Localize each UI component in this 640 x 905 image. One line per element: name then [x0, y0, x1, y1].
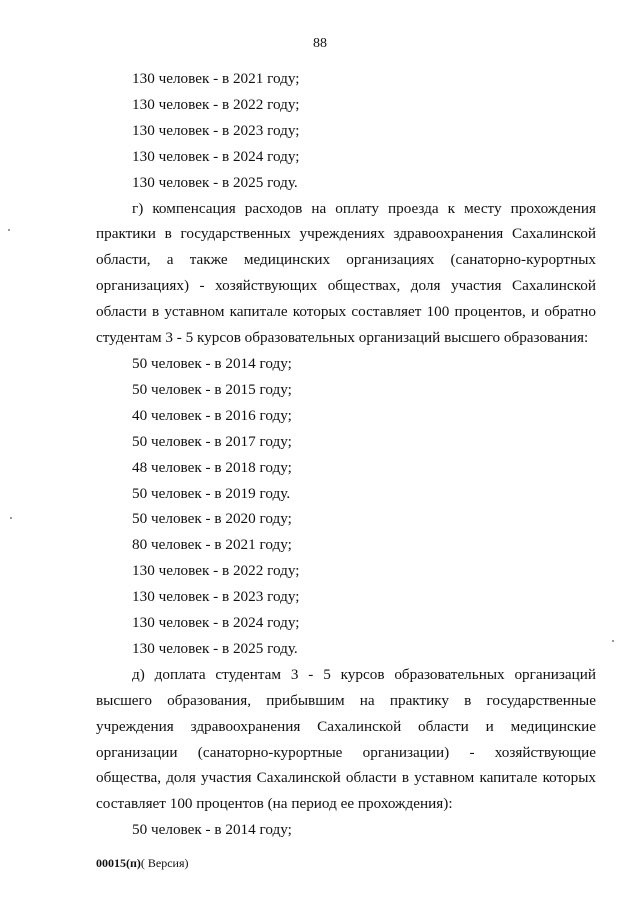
list-item: 50 человек - в 2015 году; — [132, 380, 292, 398]
paragraph-g: г) компенсация расходов на оплату проезда к месту прохождения практики в государственных учреждениях здравоохранения Сахалинской области, а также медицинских организациях (санаторно-курортных организациях) - хозяйствующих обществах, доля участия Сахалинской области в уставном капитале которых составляет 100 процентов, и обратно студентам 3 - 5 курсов образовательных организаций высшего образования: — [96, 199, 596, 347]
page-number: 88 — [313, 36, 327, 51]
footer-version: ( Версия) — [140, 856, 189, 870]
list-item: 130 человек - в 2022 году; — [132, 95, 300, 113]
list-item: 40 человек - в 2016 году; — [132, 406, 292, 424]
list-d — [96, 817, 596, 843]
list-item: 130 человек - в 2025 году. — [132, 173, 298, 191]
list-item: 130 человек - в 2021 году; — [132, 70, 300, 87]
list-item: 50 человек - в 2020 году; — [132, 510, 292, 528]
list-item: 80 человек - в 2021 году; — [132, 536, 292, 554]
scan-speck — [10, 517, 12, 519]
list-item: 48 человек - в 2018 году; — [132, 458, 292, 476]
list-a — [96, 66, 596, 196]
document-body — [96, 66, 596, 843]
list-item: 130 человек - в 2025 году. — [132, 639, 298, 657]
paragraph-d: д) доплата студентам 3 - 5 курсов образовательных организаций высшего образования, прибывшим на практику в государственные учреждения здравоохранения Сахалинской области и медицинские организации (санаторно-курортные организации) - хозяйствующие общества, доля участия Сахалинской области в уставном капитале которых составляет 100 процентов (на период ее прохождения): — [96, 665, 596, 813]
list-item: 130 человек - в 2023 году; — [132, 588, 300, 606]
scan-speck — [8, 229, 10, 231]
list-item: 50 человек - в 2014 году; — [132, 821, 292, 839]
footer-code: 00015(п) — [96, 856, 141, 870]
list-item: 50 человек - в 2019 году. — [132, 484, 291, 502]
list-item: 130 человек - в 2024 году; — [132, 614, 300, 632]
scan-speck — [612, 640, 614, 642]
list-item: 130 человек - в 2022 году; — [132, 562, 300, 580]
list-item: 130 человек - в 2024 году; — [132, 147, 300, 165]
list-item: 50 человек - в 2017 году; — [132, 432, 292, 450]
list-item: 50 человек - в 2014 году; — [132, 354, 292, 372]
footer-document-code — [96, 856, 189, 871]
list-g — [96, 351, 596, 662]
list-item: 130 человек - в 2023 году; — [132, 121, 300, 139]
